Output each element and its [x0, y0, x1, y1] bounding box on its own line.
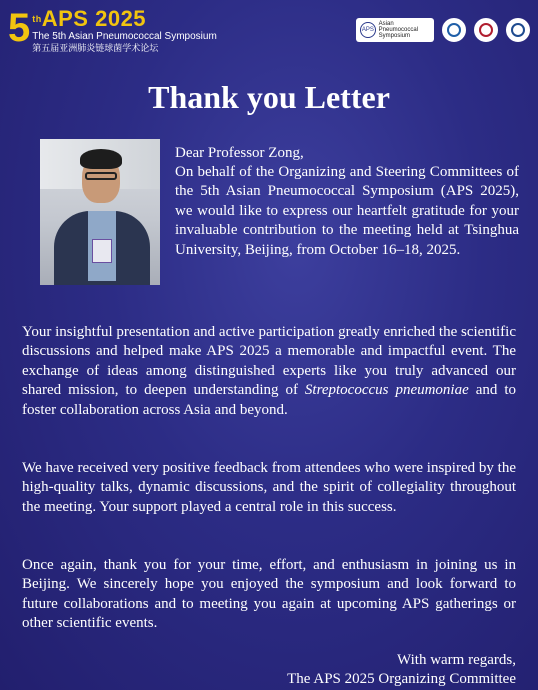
species-name: Streptococcus pneumoniae [304, 382, 469, 399]
brand-number: 5 [8, 6, 31, 50]
salutation: Dear Professor Zong, [175, 145, 304, 161]
paragraph-feedback: We have received very positive feedback from attendees who were inspired by the high-quality talks, dynamic discussions, and the spirit of collegiality throughout the meeting. Your support played a central role in this success. [22, 460, 516, 515]
photo-badge [92, 239, 112, 263]
aps-oval-icon: APS [360, 22, 376, 38]
aps-2025-logo [8, 8, 217, 54]
photo-hair [80, 149, 122, 169]
paragraph-contribution-text-1: Your insightful presentation and active participation greatly enriched the scientific discussions and helped make APS 2025 a memorable and impactful event. The exchange of ideas among distinguished experts like you truly advanced our shared mission, to deepen understanding of [22, 324, 516, 399]
institute-seal-icon [474, 18, 498, 42]
aps-partner-logo [356, 18, 434, 42]
brand-text [32, 8, 217, 54]
aps-partner-logo-text: Asian Pneumococcal Symposium [378, 21, 419, 39]
paragraph-thanks: Once again, thank you for your time, effort, and enthusiasm in joining us in Beijing. We sincerely hope you enjoyed the symposium and look forward to future collaborations and to meeting you again at upcoming APS gatherings or other scientific events. [22, 557, 516, 632]
brand-title-text: APS 2025 [41, 6, 147, 31]
photo-glasses [85, 172, 117, 180]
brand-chinese-title: 第五届亚洲肺炎链球菌学术论坛 [32, 43, 159, 53]
paragraph-contribution-text-2: and to foster collaboration across Asia and beyond. [22, 382, 516, 418]
signature: The APS 2025 Organizing Committee [287, 671, 516, 687]
association-seal-icon [506, 18, 530, 42]
brand-small: th [32, 14, 42, 24]
brand-title [32, 8, 217, 30]
page-title: Thank you Letter [148, 79, 390, 115]
header [0, 0, 538, 72]
university-seal-icon [442, 18, 466, 42]
paragraph-contribution [22, 323, 516, 420]
brand-subtitle: The 5th Asian Pneumococcal Symposium [32, 31, 217, 42]
recipient-photo [40, 139, 160, 285]
closing-line: With warm regards, [397, 652, 516, 668]
partner-logos [356, 18, 530, 42]
intro-paragraph: On behalf of the Organizing and Steering Committees of the 5th Asian Pneumococcal Symposium (APS 2025), we would like to express our heartfelt gratitude for your invaluable contribution to the meeting held at Tsinghua University, Beijing, from October 16–18, 2025. [175, 164, 519, 258]
